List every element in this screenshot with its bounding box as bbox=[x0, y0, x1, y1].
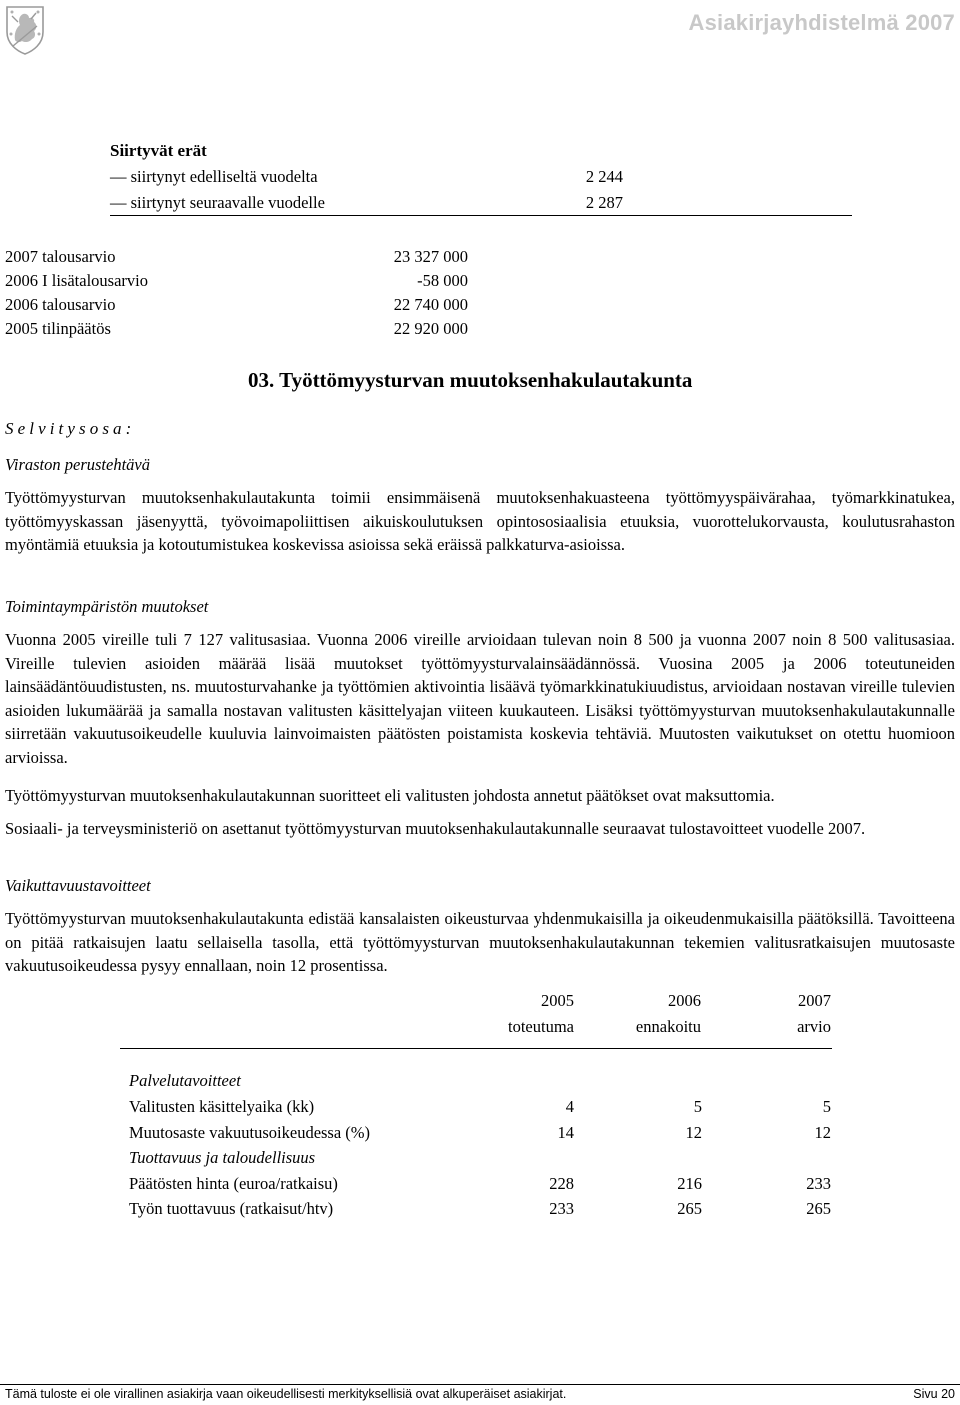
budget-row bbox=[5, 247, 468, 269]
vaikuttavuus-text: Työttömyysturvan muutoksenhakulautakunta edistää kansalaisten oikeusturvaa yhdenmukaisilla ja oikeudenmukaisilla päätöksillä. Tavoitteena on pitää ratkaisujen laatu sellaisella tasolla, että työttömyysturvan muutoksenhakulautakunnan tekemien valitusratkaisujen muutosaste vakuutusoikeudessa pysyy ennallaan, noin 12 prosentissa. bbox=[5, 909, 955, 976]
muutokset-text: Vuonna 2005 vireille tuli 7 127 valitusasiaa. Vuonna 2006 vireille arvioidaan tulevan noin 8 500 ja vuonna 2007 noin 8 500 valitusasiaa. Vireille tulevien asioiden määrää lisää muutokset työttömyysturvalainsäädännössä. Vuosina 2005 ja 2006 toteutuneiden lainsäädäntöuudistusten, ns. muutosturvahanke ja työttömien aktivointia lisäävä työmarkkinatukiuudistus, arvioidaan nostavan vireille tulevien asioiden lukumäärää ja samalla nostavan valitusten käsittelyajan viiteen kuukauteen. Lisäksi työttömyysturvan muutoksenhakulautakunnalle siirretään vakuutusoikeudelle kuuluvia lainvoimaisten päätösten poistamista koskevia tehtäviä. Muutosten vaikutukset on otettu huomioon arvioissa. bbox=[5, 630, 955, 767]
table-cell: 233 bbox=[549, 1199, 574, 1218]
table-row bbox=[129, 1199, 831, 1221]
table-cell: 265 bbox=[806, 1199, 831, 1218]
siirtyvat-row-value: 2 287 bbox=[585, 193, 623, 212]
budget-value: 22 740 000 bbox=[393, 295, 468, 314]
table-row bbox=[129, 1097, 831, 1119]
table-row-label: Työn tuottavuus (ratkaisut/htv) bbox=[129, 1199, 334, 1218]
vaikuttavuus-heading: Vaikuttavuustavoitteet bbox=[5, 876, 151, 895]
maksut-text: Työttömyysturvan muutoksenhakulautakunnan suoritteet eli valitusten johdosta annetut päätökset ovat maksuttomia. bbox=[5, 786, 775, 805]
section-heading: 03. Työttömyysturvan muutoksenhakulautakunta bbox=[248, 368, 693, 392]
ministerio-text: Sosiaali- ja terveysministeriö on asettanut työttömyysturvan muutoksenhakulautakunnalle seuraavat tulostavoitteet vuodelle 2007. bbox=[5, 819, 866, 838]
table-cell: 14 bbox=[557, 1123, 574, 1142]
table-row-label: Valitusten käsittelyaika (kk) bbox=[129, 1097, 315, 1116]
table-row bbox=[129, 1123, 831, 1145]
table-cell: 5 bbox=[822, 1097, 831, 1116]
coat-of-arms-lion-icon bbox=[3, 4, 47, 56]
table-cell: 228 bbox=[549, 1174, 574, 1193]
budget-row bbox=[5, 295, 468, 317]
footer-divider bbox=[0, 1384, 960, 1385]
table-row-label: Päätösten hinta (euroa/ratkaisu) bbox=[129, 1174, 338, 1193]
table-cell: 216 bbox=[677, 1174, 702, 1193]
budget-row bbox=[5, 271, 468, 293]
column-year: 2007 bbox=[798, 991, 831, 1010]
table-group-heading: Tuottavuus ja taloudellisuus bbox=[129, 1148, 316, 1167]
budget-label: 2005 tilinpäätös bbox=[5, 319, 111, 338]
page-number: Sivu 20 bbox=[913, 1387, 955, 1401]
budget-value: 22 920 000 bbox=[393, 319, 468, 338]
footer-disclaimer: Tämä tuloste ei ole virallinen asiakirja vaan oikeudellisesti merkityksellisiä ovat alkuperäiset asiakirjat. bbox=[5, 1387, 567, 1401]
siirtyvat-row-label: — siirtynyt seuraavalle vuodelle bbox=[110, 193, 325, 212]
table-row bbox=[129, 1174, 831, 1196]
column-year: 2006 bbox=[668, 991, 701, 1010]
table-row-label: Muutosaste vakuutusoikeudessa (%) bbox=[129, 1123, 371, 1142]
budget-value: 23 327 000 bbox=[393, 247, 468, 266]
table-cell: 233 bbox=[806, 1174, 831, 1193]
table-cell: 12 bbox=[814, 1123, 831, 1142]
perustehtava-heading: Viraston perustehtävä bbox=[5, 455, 150, 474]
siirtyvat-row bbox=[110, 167, 623, 189]
budget-label: 2007 talousarvio bbox=[5, 247, 116, 266]
muutokset-heading: Toimintaympäristön muutokset bbox=[5, 597, 209, 616]
siirtyvat-row-value: 2 244 bbox=[585, 167, 623, 186]
budget-row bbox=[5, 319, 468, 341]
siirtyvat-erat-title: Siirtyvät erät bbox=[110, 141, 207, 160]
siirtyvat-row bbox=[110, 193, 623, 215]
table-cell: 265 bbox=[677, 1199, 702, 1218]
table-divider bbox=[120, 1048, 832, 1049]
table-cell: 5 bbox=[693, 1097, 702, 1116]
budget-label: 2006 talousarvio bbox=[5, 295, 116, 314]
table-group-heading: Palvelutavoitteet bbox=[129, 1071, 241, 1090]
column-type: toteutuma bbox=[508, 1017, 574, 1036]
table-cell: 4 bbox=[565, 1097, 574, 1116]
table-cell: 12 bbox=[685, 1123, 702, 1142]
document-title: Asiakirjayhdistelmä 2007 bbox=[688, 10, 955, 35]
section-divider bbox=[110, 215, 852, 216]
column-year: 2005 bbox=[541, 991, 574, 1010]
budget-label: 2006 I lisätalousarvio bbox=[5, 271, 148, 290]
column-type: ennakoitu bbox=[635, 1017, 701, 1036]
siirtyvat-row-label: — siirtynyt edelliseltä vuodelta bbox=[110, 167, 318, 186]
budget-value: -58 000 bbox=[417, 271, 468, 290]
perustehtava-text: Työttömyysturvan muutoksenhakulautakunta toimii ensimmäisenä muutoksenhakuasteena työttömyyspäivärahaa, työmarkkinatukea, työttömyyskassan jäsenyyttä, työvoimapoliittisen aikuiskoulutuksen opintososiaalisia etuuksia, vuorottelukorvausta, koulutusrahaston myöntämiä etuuksia ja kotoutumistukea koskevissa asioissa sekä eräissä palkkaturva-asioissa. bbox=[5, 488, 955, 555]
selvitysosa-label: Selvitysosa: bbox=[5, 419, 136, 438]
column-type: arvio bbox=[797, 1017, 831, 1036]
